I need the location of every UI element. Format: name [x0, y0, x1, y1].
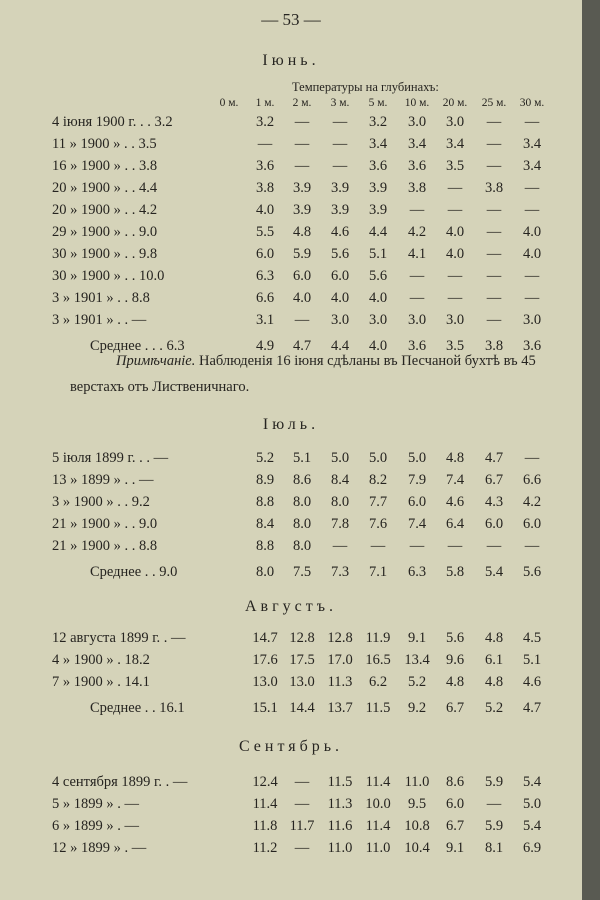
table-row — [0, 840, 582, 862]
value-cell: 11.4 — [365, 818, 391, 834]
value-cell: 6.0 — [484, 516, 504, 532]
table-row — [0, 630, 582, 652]
value-cell: 6.6 — [522, 472, 542, 488]
value-cell: — — [294, 158, 310, 174]
mean-label: Среднее . . 9.0 — [90, 564, 178, 580]
value-cell: 4.5 — [522, 630, 542, 646]
value-cell: 8.6 — [292, 472, 312, 488]
value-cell: — — [447, 290, 463, 306]
value-cell: 3.4 — [407, 136, 427, 152]
table-row — [0, 652, 582, 674]
date-cell: 29 » 1900 » . . 9.0 — [52, 224, 158, 240]
depth-header: 10 м. — [404, 97, 430, 109]
depth-header: 5 м. — [368, 97, 388, 109]
table-row — [0, 180, 582, 202]
value-cell: — — [524, 450, 540, 466]
value-cell: 4.6 — [330, 224, 350, 240]
value-cell: — — [524, 290, 540, 306]
value-cell: 11.4 — [252, 796, 278, 812]
value-cell: — — [294, 774, 310, 790]
value-cell: — — [409, 290, 425, 306]
value-cell: 3.9 — [368, 180, 388, 196]
value-cell: 4.0 — [522, 224, 542, 240]
value-cell: 5.0 — [368, 450, 388, 466]
date-cell: 5 іюля 1899 г. . . — — [52, 450, 169, 466]
value-cell: 11.5 — [327, 774, 353, 790]
value-cell: 17.0 — [327, 652, 353, 668]
value-cell: 11.4 — [365, 774, 391, 790]
mean-row — [0, 564, 582, 586]
value-cell: 16.5 — [365, 652, 391, 668]
depth-header: 2 м. — [292, 97, 312, 109]
value-cell: 5.6 — [522, 564, 542, 580]
date-cell: 7 » 1900 » . 14.1 — [52, 674, 150, 690]
section-title-september: Сентябрь. — [238, 738, 344, 755]
value-cell: 12.4 — [252, 774, 278, 790]
value-cell: — — [332, 538, 348, 554]
value-cell: — — [447, 538, 463, 554]
value-cell: 5.9 — [484, 818, 504, 834]
value-cell: 6.0 — [255, 246, 275, 262]
value-cell: 3.0 — [368, 312, 388, 328]
value-cell: — — [447, 202, 463, 218]
section-title-july: Іюль. — [262, 416, 320, 433]
value-cell: 6.3 — [255, 268, 275, 284]
depth-header: 3 м. — [330, 97, 350, 109]
value-cell: 5.4 — [484, 564, 504, 580]
value-cell: 3.4 — [522, 136, 542, 152]
value-cell: 7.4 — [445, 472, 465, 488]
table-row — [0, 246, 582, 268]
value-cell: 5.4 — [522, 774, 542, 790]
value-cell: — — [486, 158, 502, 174]
value-cell: 17.5 — [289, 652, 315, 668]
value-cell: 8.4 — [330, 472, 350, 488]
date-cell: 16 » 1900 » . . 3.8 — [52, 158, 158, 174]
value-cell: 7.6 — [368, 516, 388, 532]
value-cell: 4.0 — [368, 290, 388, 306]
value-cell: 5.4 — [522, 818, 542, 834]
value-cell: 4.2 — [522, 494, 542, 510]
value-cell: — — [486, 224, 502, 240]
value-cell: 11.3 — [327, 674, 353, 690]
value-cell: 13.0 — [252, 674, 278, 690]
value-cell: 5.5 — [255, 224, 275, 240]
date-cell: 3 » 1901 » . . 8.8 — [52, 290, 150, 306]
table-row — [0, 538, 582, 560]
value-cell: — — [486, 290, 502, 306]
table-row — [0, 774, 582, 796]
value-cell: 6.0 — [445, 796, 465, 812]
depth-header: 0 м. — [219, 97, 239, 109]
value-cell: 5.9 — [292, 246, 312, 262]
value-cell: 4.6 — [445, 494, 465, 510]
value-cell: 6.0 — [292, 268, 312, 284]
value-cell: 6.0 — [522, 516, 542, 532]
value-cell: 9.5 — [407, 796, 427, 812]
depth-header: 1 м. — [255, 97, 275, 109]
value-cell: 3.6 — [522, 338, 542, 354]
date-cell: 13 » 1899 » . . — — [52, 472, 154, 488]
value-cell: — — [486, 312, 502, 328]
value-cell: 6.7 — [445, 700, 465, 716]
footnote — [70, 348, 560, 400]
value-cell: 3.2 — [255, 114, 275, 130]
table-row — [0, 312, 582, 334]
value-cell: 5.6 — [368, 268, 388, 284]
value-cell: 3.9 — [330, 180, 350, 196]
value-cell: 5.9 — [484, 774, 504, 790]
value-cell: 4.4 — [368, 224, 388, 240]
table-row — [0, 268, 582, 290]
table-row — [0, 290, 582, 312]
value-cell: 12.8 — [327, 630, 353, 646]
depth-header: 25 м. — [481, 97, 507, 109]
date-cell: 21 » 1900 » . . 9.0 — [52, 516, 158, 532]
footnote-text: Наблюденія 16 іюня сдѣланы въ Песчаной бухтѣ въ 45 верстахъ отъ Лиственичнаго. — [70, 353, 536, 395]
mean-label: Среднее . . . 6.3 — [90, 338, 185, 354]
depth-header-row — [0, 97, 582, 113]
value-cell: 11.9 — [365, 630, 391, 646]
depth-header: 30 м. — [519, 97, 545, 109]
mean-row — [0, 700, 582, 722]
value-cell: 13.0 — [289, 674, 315, 690]
value-cell: 3.9 — [368, 202, 388, 218]
value-cell: — — [409, 538, 425, 554]
value-cell: 8.4 — [255, 516, 275, 532]
value-cell: — — [486, 114, 502, 130]
value-cell: 7.3 — [330, 564, 350, 580]
value-cell: 4.6 — [522, 674, 542, 690]
value-cell: — — [486, 268, 502, 284]
value-cell: 11.2 — [252, 840, 278, 856]
value-cell: — — [294, 136, 310, 152]
table-row — [0, 516, 582, 538]
value-cell: 3.0 — [330, 312, 350, 328]
date-cell: 21 » 1900 » . . 8.8 — [52, 538, 158, 554]
value-cell: 6.1 — [484, 652, 504, 668]
page-edge — [582, 0, 600, 900]
value-cell: 3.9 — [330, 202, 350, 218]
value-cell: 8.1 — [484, 840, 504, 856]
value-cell: 4.9 — [255, 338, 275, 354]
value-cell: 5.1 — [292, 450, 312, 466]
date-cell: 20 » 1900 » . . 4.4 — [52, 180, 158, 196]
value-cell: 8.2 — [368, 472, 388, 488]
value-cell: 10.8 — [404, 818, 430, 834]
value-cell: — — [524, 538, 540, 554]
value-cell: 11.7 — [289, 818, 315, 834]
date-cell: 6 » 1899 » . — — [52, 818, 139, 834]
value-cell: — — [524, 202, 540, 218]
table-row — [0, 114, 582, 136]
date-cell: 11 » 1900 » . . 3.5 — [52, 136, 157, 152]
value-cell: 3.8 — [484, 180, 504, 196]
value-cell: 4.8 — [445, 450, 465, 466]
table-row — [0, 224, 582, 246]
value-cell: 3.0 — [445, 114, 465, 130]
value-cell: 4.0 — [522, 246, 542, 262]
value-cell: — — [294, 840, 310, 856]
table-row — [0, 472, 582, 494]
value-cell: 6.2 — [368, 674, 388, 690]
value-cell: 3.2 — [368, 114, 388, 130]
value-cell: 3.5 — [445, 338, 465, 354]
table-row — [0, 136, 582, 158]
value-cell: 3.0 — [445, 312, 465, 328]
value-cell: 8.0 — [292, 494, 312, 510]
value-cell: 4.0 — [292, 290, 312, 306]
value-cell: 15.1 — [252, 700, 278, 716]
value-cell: 3.0 — [407, 312, 427, 328]
value-cell: 4.7 — [522, 700, 542, 716]
date-cell: 3 » 1901 » . . — — [52, 312, 147, 328]
value-cell: 13.4 — [404, 652, 430, 668]
date-cell: 12 » 1899 » . — — [52, 840, 147, 856]
value-cell: 14.4 — [289, 700, 315, 716]
value-cell: 8.0 — [292, 538, 312, 554]
value-cell: 5.1 — [522, 652, 542, 668]
value-cell: 3.9 — [292, 202, 312, 218]
value-cell: 7.9 — [407, 472, 427, 488]
value-cell: 11.0 — [327, 840, 353, 856]
value-cell: 11.0 — [365, 840, 391, 856]
value-cell: 3.4 — [445, 136, 465, 152]
value-cell: 5.2 — [407, 674, 427, 690]
value-cell: 11.8 — [252, 818, 278, 834]
date-cell: 3 » 1900 » . . 9.2 — [52, 494, 150, 510]
page-number: — 53 — — [261, 10, 321, 29]
value-cell: 4.0 — [368, 338, 388, 354]
value-cell: 4.4 — [330, 338, 350, 354]
value-cell: 4.0 — [445, 246, 465, 262]
value-cell: 6.0 — [407, 494, 427, 510]
value-cell: 11.6 — [327, 818, 353, 834]
date-cell: 30 » 1900 » . . 10.0 — [52, 268, 165, 284]
value-cell: 6.7 — [484, 472, 504, 488]
value-cell: 10.0 — [365, 796, 391, 812]
value-cell: 3.8 — [484, 338, 504, 354]
section-title-june: Іюнь. — [262, 52, 320, 69]
value-cell: 8.0 — [330, 494, 350, 510]
date-cell: 4 іюня 1900 г. . . 3.2 — [52, 114, 173, 130]
value-cell: 8.8 — [255, 538, 275, 554]
value-cell: — — [409, 202, 425, 218]
value-cell: 8.8 — [255, 494, 275, 510]
value-cell: 7.8 — [330, 516, 350, 532]
date-cell: 4 сентября 1899 г. . — — [52, 774, 188, 790]
value-cell: 8.9 — [255, 472, 275, 488]
value-cell: 9.1 — [407, 630, 427, 646]
value-cell: 4.0 — [255, 202, 275, 218]
value-cell: 9.6 — [445, 652, 465, 668]
value-cell: — — [524, 114, 540, 130]
value-cell: 12.8 — [289, 630, 315, 646]
value-cell: 10.4 — [404, 840, 430, 856]
value-cell: 5.0 — [522, 796, 542, 812]
value-cell: 6.0 — [330, 268, 350, 284]
value-cell: 11.0 — [404, 774, 430, 790]
value-cell: 3.0 — [407, 114, 427, 130]
table-row — [0, 450, 582, 472]
value-cell: 3.6 — [407, 158, 427, 174]
value-cell: 11.3 — [327, 796, 353, 812]
value-cell: 4.8 — [484, 630, 504, 646]
value-cell: 6.6 — [255, 290, 275, 306]
table-row — [0, 796, 582, 818]
value-cell: — — [332, 158, 348, 174]
value-cell: 4.1 — [407, 246, 427, 262]
value-cell: 14.7 — [252, 630, 278, 646]
value-cell: 3.5 — [445, 158, 465, 174]
value-cell: 3.8 — [255, 180, 275, 196]
value-cell: — — [447, 268, 463, 284]
table-row — [0, 494, 582, 516]
value-cell: 3.4 — [368, 136, 388, 152]
value-cell: — — [486, 538, 502, 554]
value-cell: — — [409, 268, 425, 284]
value-cell: — — [332, 136, 348, 152]
value-cell: 4.7 — [484, 450, 504, 466]
value-cell: 3.4 — [522, 158, 542, 174]
value-cell: 5.6 — [445, 630, 465, 646]
value-cell: 4.8 — [484, 674, 504, 690]
value-cell: 4.7 — [292, 338, 312, 354]
value-cell: 7.7 — [368, 494, 388, 510]
value-cell: 13.7 — [327, 700, 353, 716]
value-cell: 4.8 — [445, 674, 465, 690]
date-cell: 30 » 1900 » . . 9.8 — [52, 246, 158, 262]
depth-header: 20 м. — [442, 97, 468, 109]
value-cell: — — [486, 202, 502, 218]
value-cell: 3.1 — [255, 312, 275, 328]
value-cell: 6.7 — [445, 818, 465, 834]
value-cell: 3.9 — [292, 180, 312, 196]
depth-caption: Температуры на глубинахъ: — [292, 80, 439, 94]
value-cell: 4.0 — [330, 290, 350, 306]
value-cell: 8.0 — [292, 516, 312, 532]
value-cell: 5.8 — [445, 564, 465, 580]
value-cell: — — [370, 538, 386, 554]
value-cell: — — [524, 180, 540, 196]
value-cell: 5.1 — [368, 246, 388, 262]
table-row — [0, 158, 582, 180]
value-cell: 4.0 — [445, 224, 465, 240]
date-cell: 20 » 1900 » . . 4.2 — [52, 202, 158, 218]
value-cell: 7.5 — [292, 564, 312, 580]
value-cell: 3.6 — [407, 338, 427, 354]
footnote-lead: Примѣчаніе. — [116, 353, 196, 369]
value-cell: — — [447, 180, 463, 196]
value-cell: 4.2 — [407, 224, 427, 240]
value-cell: — — [486, 246, 502, 262]
value-cell: 8.0 — [255, 564, 275, 580]
value-cell: 3.6 — [368, 158, 388, 174]
value-cell: — — [294, 796, 310, 812]
date-cell: 4 » 1900 » . 18.2 — [52, 652, 150, 668]
value-cell: 17.6 — [252, 652, 278, 668]
table-row — [0, 674, 582, 696]
value-cell: 4.3 — [484, 494, 504, 510]
value-cell: 7.4 — [407, 516, 427, 532]
value-cell: 3.8 — [407, 180, 427, 196]
section-title-august: Августъ. — [244, 598, 338, 615]
value-cell: 7.1 — [368, 564, 388, 580]
value-cell: — — [294, 114, 310, 130]
mean-label: Среднее . . 16.1 — [90, 700, 185, 716]
value-cell: 3.6 — [255, 158, 275, 174]
value-cell: — — [332, 114, 348, 130]
date-cell: 5 » 1899 » . — — [52, 796, 139, 812]
value-cell: — — [294, 312, 310, 328]
table-row — [0, 818, 582, 840]
value-cell: — — [486, 796, 502, 812]
value-cell: 5.0 — [407, 450, 427, 466]
value-cell: 5.2 — [484, 700, 504, 716]
value-cell: 5.2 — [255, 450, 275, 466]
date-cell: 12 августа 1899 г. . — — [52, 630, 186, 646]
value-cell: 3.0 — [522, 312, 542, 328]
table-row — [0, 202, 582, 224]
value-cell: 6.3 — [407, 564, 427, 580]
value-cell: — — [486, 136, 502, 152]
value-cell: 9.2 — [407, 700, 427, 716]
value-cell: 6.4 — [445, 516, 465, 532]
value-cell: 4.8 — [292, 224, 312, 240]
value-cell: 9.1 — [445, 840, 465, 856]
value-cell: 5.0 — [330, 450, 350, 466]
value-cell: 8.6 — [445, 774, 465, 790]
value-cell: — — [257, 136, 273, 152]
value-cell: 11.5 — [365, 700, 391, 716]
value-cell: 6.9 — [522, 840, 542, 856]
value-cell: — — [524, 268, 540, 284]
value-cell: 5.6 — [330, 246, 350, 262]
